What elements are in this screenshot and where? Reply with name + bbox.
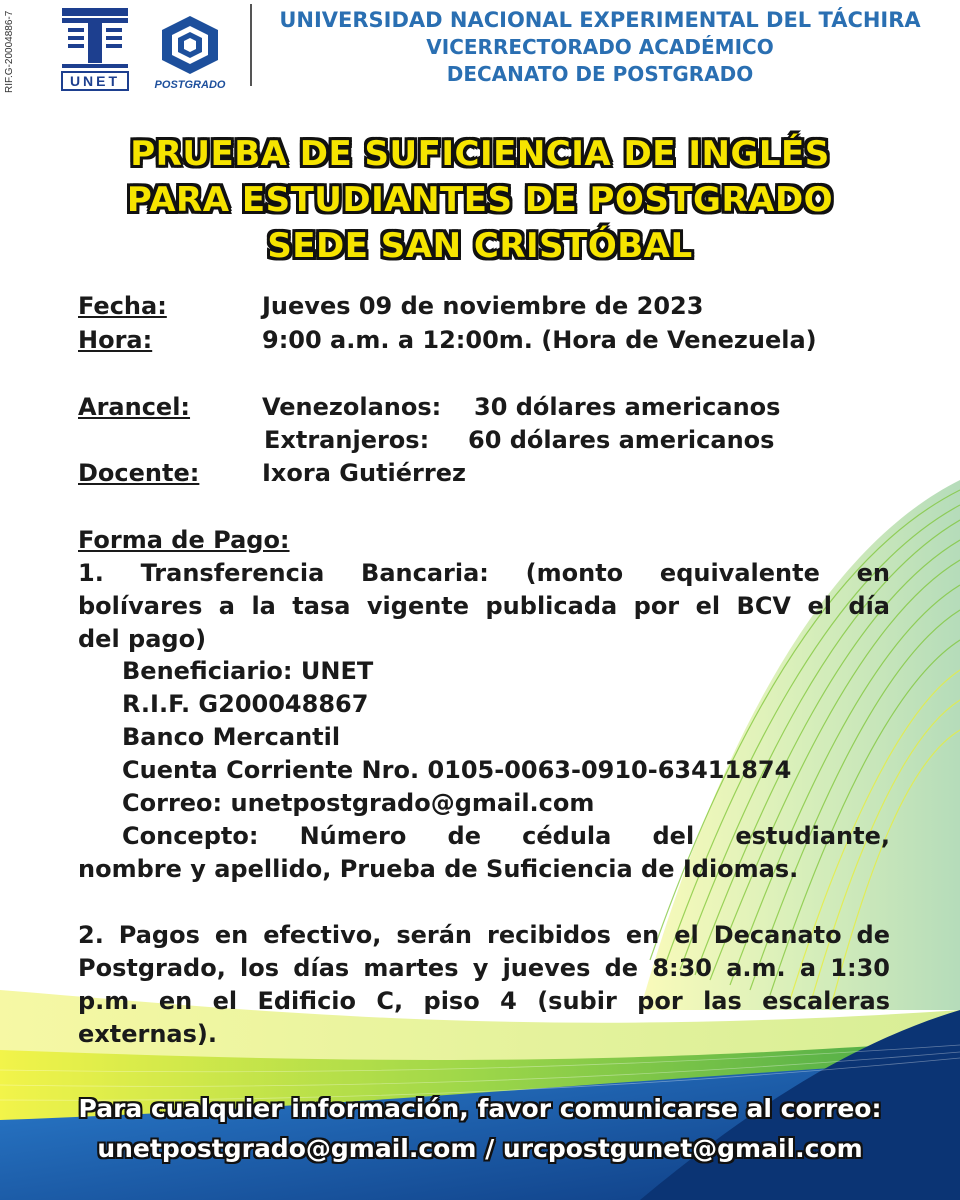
footer-info-line: Para cualquier información, favor comunicarse al correo: [78,1094,882,1123]
title-line-2: PARA ESTUDIANTES DE POSTGRADO [126,180,834,220]
cuenta-corriente: Cuenta Corriente Nro. 0105-0063-0910-63411874 [122,756,792,784]
unet-logo [60,6,130,92]
docente-label: Docente: [78,459,200,487]
rif-number: R.I.F. G200048867 [122,690,369,718]
transfer-line-1: 1. Transferencia Bancaria: (monto equivalente en [78,559,890,587]
title-line-1: PRUEBA DE SUFICIENCIA DE INGLÉS [130,134,830,174]
cash-line-1: 2. Pagos en efectivo, serán recibidos en el Decanato de [78,921,890,949]
vicerrectorado-name: VICERRECTORADO ACADÉMICO [426,35,774,59]
concepto-line-2: nombre y apellido, Prueba de Suficiencia de Idiomas. [78,855,799,883]
postgrado-logo-text: POSTGRADO [154,79,226,91]
cash-line-3: p.m. en el Edificio C, piso 4 (subir por las escaleras [78,987,890,1015]
fecha-label: Fecha: [78,292,167,320]
header-divider [250,4,252,86]
unet-logo-text: UNET [69,73,121,89]
docente-value: Ixora Gutiérrez [262,459,466,487]
banco: Banco Mercantil [122,723,341,751]
title-line-3: SEDE SAN CRISTÓBAL [267,226,693,266]
transfer-line-3: del pago) [78,625,207,653]
correo: Correo: unetpostgrado@gmail.com [122,789,595,817]
arancel-venezolanos-value: 30 dólares americanos [474,393,781,421]
rif-vertical-label: RIF.G-20004886-7 [4,10,15,94]
hora-label: Hora: [78,326,153,354]
transfer-line-2: bolívares a la tasa vigente publicada por el BCV el día [78,592,890,620]
arancel-venezolanos-label: Venezolanos: [262,393,442,421]
arancel-label: Arancel: [78,393,191,421]
hora-value: 9:00 a.m. a 12:00m. (Hora de Venezuela) [262,326,817,354]
institution-name: UNIVERSIDAD NACIONAL EXPERIMENTAL DEL TÁCHIRA [279,8,921,32]
cash-line-4: externas). [78,1020,217,1048]
arancel-extranjeros-label: Extranjeros: [264,426,430,454]
footer-emails: unetpostgrado@gmail.com / urcpostgunet@gmail.com [97,1134,863,1163]
postgrado-logo [150,14,230,92]
decanato-name: DECANATO DE POSTGRADO [446,62,754,86]
cash-line-2: Postgrado, los días martes y jueves de 8:30 a.m. a 1:30 [78,954,890,982]
beneficiario: Beneficiario: UNET [122,657,374,685]
concepto-line-1: Concepto: Número de cédula del estudiante, [122,822,890,850]
arancel-extranjeros-value: 60 dólares americanos [468,426,775,454]
fecha-value: Jueves 09 de noviembre de 2023 [262,292,704,320]
forma-de-pago-heading: Forma de Pago: [78,526,290,554]
